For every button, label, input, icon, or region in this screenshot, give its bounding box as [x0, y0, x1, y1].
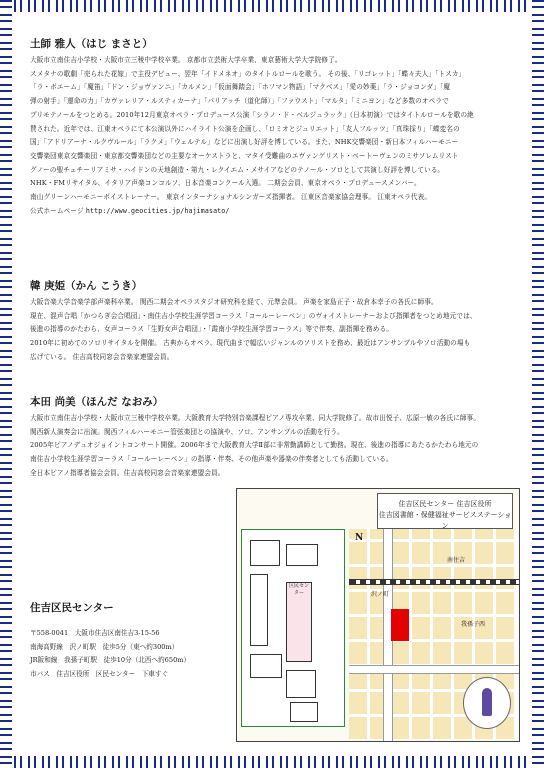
- map-building-center: [286, 582, 312, 662]
- profile-kan: [30, 278, 518, 365]
- profile-line: 2005年ピアノデュオジョイントコンサート開催。2006年まで大阪教育大学Ⅱ部に非常勤講師として勤務。現在、後進の指導にあたるかたわら地元の: [30, 441, 479, 450]
- venue-line: 南海高野線 沢ノ町駅 徒歩5分（東へ約300m）: [30, 642, 179, 651]
- profile-haji: [30, 36, 518, 218]
- venue-line: 〒558-0041 大阪市住吉区南住吉3-15-56: [30, 629, 160, 637]
- map-cross-road: [349, 665, 519, 674]
- map-building: [290, 702, 318, 722]
- venue-info: [30, 600, 240, 682]
- profile-name: 本田 尚美（ほんだ なおみ）: [30, 396, 164, 408]
- map-campus-label: 区民センター: [288, 583, 309, 596]
- map-building: [250, 574, 268, 646]
- ward-emblem-icon: [463, 677, 511, 729]
- profile-line: 広げている。 住吉高校同窓会音楽家連盟会員。: [30, 352, 174, 361]
- north-arrow-icon: N: [355, 533, 364, 543]
- homepage-label: 公式ホームページ: [30, 206, 84, 215]
- profile-line: 南山グリーンハーモニーボイストレーナー。 東京インターナショナルシンガーズ指揮者。 江東区音楽家協会理事。 江東オペラ代表。: [30, 193, 432, 202]
- homepage-link[interactable]: http://www.geocities.jp/hajimasato/: [85, 206, 230, 215]
- profile-line: 「ラ・ボエーム」「魔笛」「ドン・ジョヴァンニ」「カルメン」「仮面舞踏会」「ホフマン物語」「マクベス」「愛の妙薬」「ラ・ジョコンダ」「魔: [30, 83, 451, 92]
- homepage-line: [30, 205, 518, 219]
- access-map: [236, 488, 520, 742]
- profile-body: [30, 412, 518, 481]
- map-railway: [349, 579, 520, 585]
- profile-line: 全日本ピアノ指導者協会会員。住吉高校同窓会音楽家連盟会員。: [30, 468, 225, 477]
- profile-body: [30, 54, 518, 218]
- profile-line: NHK・FMリサイタル、イタリア声楽コンコルソ、日本音楽コンクール入選。 二期会会員、東京オペラ・プロデュースメンバー。: [30, 179, 421, 188]
- venue-marker: [391, 609, 409, 641]
- profile-line: 現在、混声合唱「かつらぎ会合唱団」・南住吉小学校生涯学習コーラス「コールーレーベン」のヴォイストレーナーおよび指揮者をつとめ地元では、: [30, 311, 477, 320]
- profile-line: 大阪音楽大学音楽学部声楽科卒業。 関西二期会オペラスタジオ研究科を経て、元準会員。 声楽を家島正子・故倉本幸子の各氏に師事。: [30, 298, 438, 306]
- map-banner: [377, 493, 513, 529]
- profile-body: [30, 296, 518, 365]
- profile-line: 弾の射手」「運命の力」「カヴァレリア・ルスティカーナ」「パリアッチ（道化師）」「ファウスト」「マルタ」「ミニヨン」など多数のオペラで: [30, 97, 449, 106]
- profile-line: 2010年に初めてのソロリサイタルを開催。 古典からオペラ、現代曲まで幅広いジャンルのソリストを務め、最近はアンサンブルやソロ活動の場も: [30, 339, 471, 348]
- profile-line: 関西新人演奏会に出演。関西フィルハーモニー管弦楽団との協演や、ソロ、アンサンブルの活動を行う。: [30, 427, 344, 436]
- map-building: [286, 544, 318, 566]
- venue-name: 住吉区民センター: [30, 602, 114, 614]
- map-banner-line2: 住吉図書館・保健福祉サービスステーション: [378, 511, 512, 530]
- map-street-label: 南住吉: [447, 557, 466, 564]
- profile-line: 交響楽団東京交響楽団・東京都交響楽団などの主要なオーケストラと、マタイ受難曲のエヴァンゲリスト・ベートーヴェンのミサソレムリスト: [30, 151, 459, 160]
- decorative-border-left: [0, 0, 12, 768]
- venue-line: JR阪和線 我孫子町駅 徒歩10分（北西へ約650m）: [30, 656, 191, 665]
- profile-line: 後進の指導のかたわら、女声コーラス「生野女声合唱団」・「霞南小学校生涯学習コーラス」等で伴奏、副指揮を務める。: [30, 325, 393, 334]
- profile-line: 国」「アドリアーナ・ルクヴルール」「ラクメ」「ウェルテル」などに出演し好評を博している。また、NHK交響楽団・新日本フィルハーモニー: [30, 138, 459, 147]
- map-station-label: 沢ノ町: [371, 591, 390, 598]
- decorative-border-top: [0, 0, 544, 12]
- map-building: [286, 670, 316, 698]
- profile-line: プリモテノールをつとめる。2010年12月東京オペラ・プロデュース公演「シラノ・ド・ベルジュラック」（日本初演）ではタイトルロールを歌の絶: [30, 110, 474, 119]
- profile-line: 大阪市立南住吉小学校・大阪市立三稜中学校卒業。 京都市立芸術大学卒業、東京藝術大学大学院修了。: [30, 56, 342, 64]
- map-campus-area: [241, 529, 345, 727]
- profile-line: グノーの聖チェチーリアミサ・ハイドンの天地創造・第九・レクイエム・メサイアなどのテノール・ソロとして共演し好評を博している。: [30, 165, 445, 174]
- map-building: [250, 540, 280, 566]
- venue-line: 市バス 住吉区役所 区民センター 下車すぐ: [30, 670, 169, 679]
- profile-line: スメタナの歌劇「売られた花嫁」で主役デビュー、翌年「イドメネオ」のタイトルロールを歌う。 その後、「リゴレット」「蝶々夫人」「トスカ」: [30, 69, 466, 78]
- map-building: [250, 654, 282, 678]
- decorative-border-right: [532, 0, 544, 768]
- profile-line: 賛された。近年では、江東オペラにて本公演以外にハイライト公演を企画し、「ロミオとジュリエット」「友人フルッツ」「真珠採り」「蝶変名の: [30, 124, 460, 133]
- profile-line: 大阪市立南住吉小学校・大阪市立三稜中学校卒業。大阪教育大学特別音楽課程ピアノ専攻卒業、同大学院修了。故市田悦子、広原一敏の各氏に師事。: [30, 414, 481, 422]
- profile-name: 土師 雅人（はじ まさと）: [30, 38, 153, 50]
- profile-name: 韓 庚姫（かん こうき）: [30, 280, 143, 292]
- map-banner-line1: 住吉区民センター 住吉区役所: [398, 500, 492, 508]
- decorative-border-bottom: [0, 756, 544, 768]
- map-street-label: 我孫子西: [461, 621, 486, 628]
- profile-honda: [30, 394, 518, 481]
- profile-line: 南住吉小学校生涯学習コーラス「コールーレーベン」の指導・伴奏、その他声楽や器楽の伴奏者としても活動している。: [30, 455, 393, 464]
